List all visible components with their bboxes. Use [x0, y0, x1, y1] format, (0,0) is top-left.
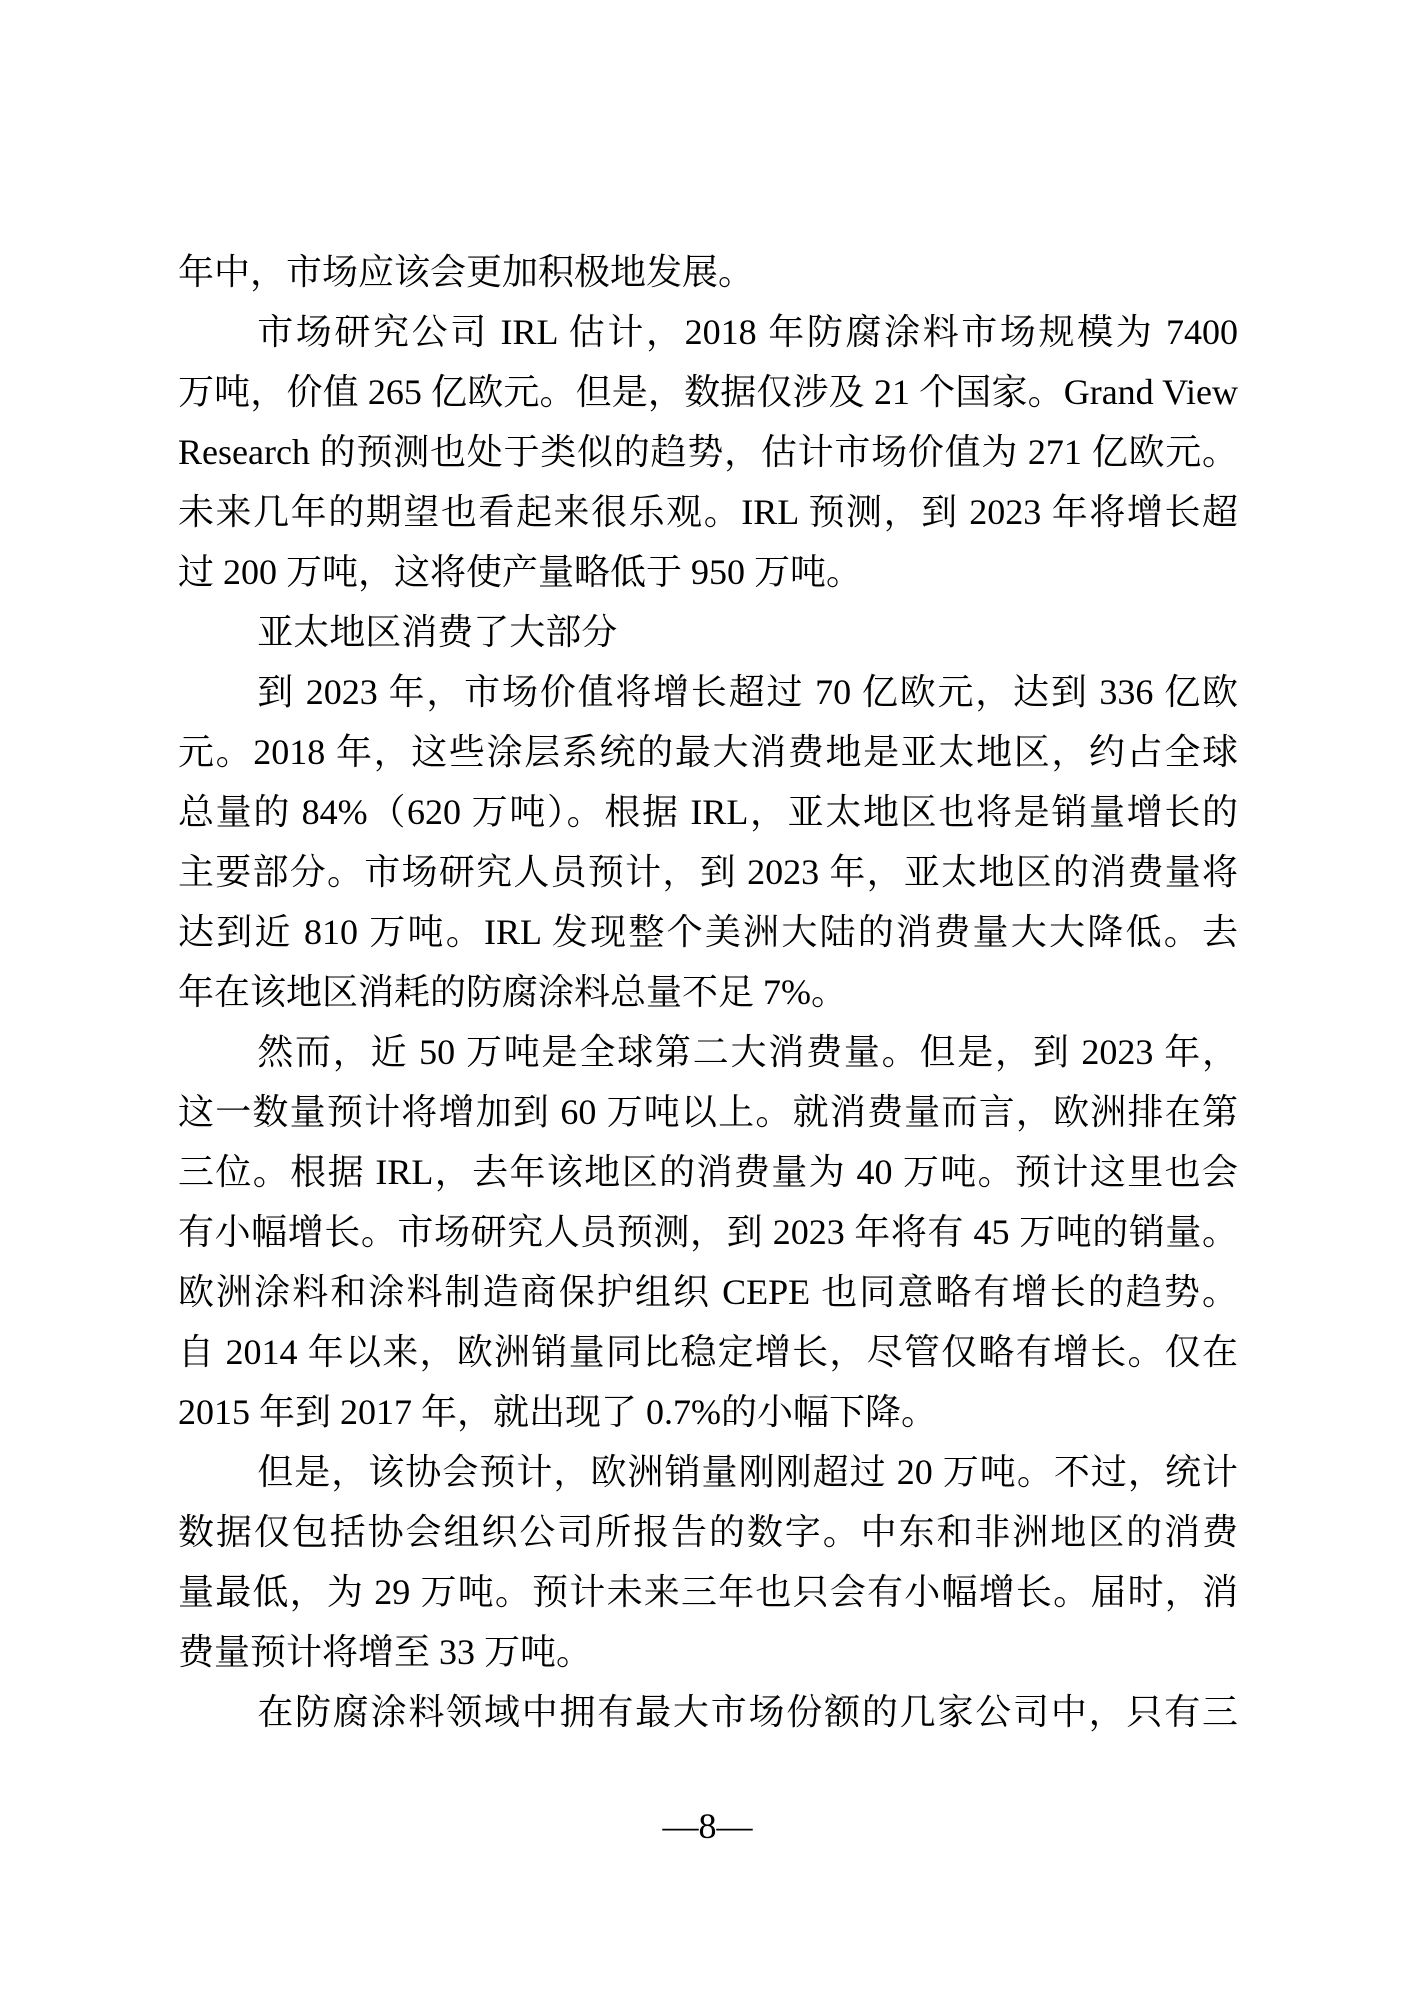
- text-line: 年在该地区消耗的防腐涂料总量不足 7%。: [178, 972, 847, 1012]
- text-line: 过 200 万吨，这将使产量略低于 950 万吨。: [178, 552, 863, 592]
- text-line: 三位。根据 IRL，去年该地区的消费量为 40 万吨。预计这里也会: [178, 1152, 1238, 1192]
- text-line: Research 的预测也处于类似的趋势，估计市场价值为 271 亿欧元。: [178, 432, 1238, 472]
- text-line: 然而，近 50 万吨是全球第二大消费量。但是，到 2023 年，: [257, 1032, 1238, 1072]
- text-line: 达到近 810 万吨。IRL 发现整个美洲大陆的消费量大大降低。去: [178, 912, 1238, 952]
- text-line: 万吨，价值 265 亿欧元。但是，数据仅涉及 21 个国家。Grand View: [178, 372, 1238, 412]
- text-line: 这一数量预计将增加到 60 万吨以上。就消费量而言，欧洲排在第: [178, 1092, 1238, 1132]
- text-line: 2015 年到 2017 年，就出现了 0.7%的小幅下降。: [178, 1392, 937, 1432]
- text-line: 市场研究公司 IRL 估计，2018 年防腐涂料市场规模为 7400: [257, 312, 1238, 352]
- text-line: 元。2018 年，这些涂层系统的最大消费地是亚太地区，约占全球: [178, 732, 1238, 772]
- text-line: 欧洲涂料和涂料制造商保护组织 CEPE 也同意略有增长的趋势。: [178, 1272, 1238, 1312]
- section-heading-line: 亚太地区消费了大部分: [257, 612, 618, 652]
- text-line: 在防腐涂料领域中拥有最大市场份额的几家公司中，只有三: [257, 1692, 1238, 1732]
- text-line: 到 2023 年，市场价值将增长超过 70 亿欧元，达到 336 亿欧: [257, 672, 1238, 712]
- text-line: 未来几年的期望也看起来很乐观。IRL 预测，到 2023 年将增长超: [178, 492, 1238, 532]
- page-number: —8—: [662, 1806, 753, 1846]
- text-line: 但是，该协会预计，欧洲销量刚刚超过 20 万吨。不过，统计: [257, 1452, 1238, 1492]
- text-line: 费量预计将增至 33 万吨。: [178, 1632, 593, 1672]
- text-line: 年中，市场应该会更加积极地发展。: [178, 252, 755, 292]
- text-line: 有小幅增长。市场研究人员预测，到 2023 年将有 45 万吨的销量。: [178, 1212, 1238, 1252]
- text-line: 数据仅包括协会组织公司所报告的数字。中东和非洲地区的消费: [178, 1512, 1238, 1552]
- text-line: 总量的 84%（620 万吨）。根据 IRL，亚太地区也将是销量增长的: [178, 792, 1238, 832]
- body-text: [178, 242, 1238, 1742]
- text-line: 自 2014 年以来，欧洲销量同比稳定增长，尽管仅略有增长。仅在: [178, 1332, 1238, 1372]
- text-line: 量最低，为 29 万吨。预计未来三年也只会有小幅增长。届时，消: [178, 1572, 1238, 1612]
- text-line: 主要部分。市场研究人员预计，到 2023 年，亚太地区的消费量将: [178, 852, 1238, 892]
